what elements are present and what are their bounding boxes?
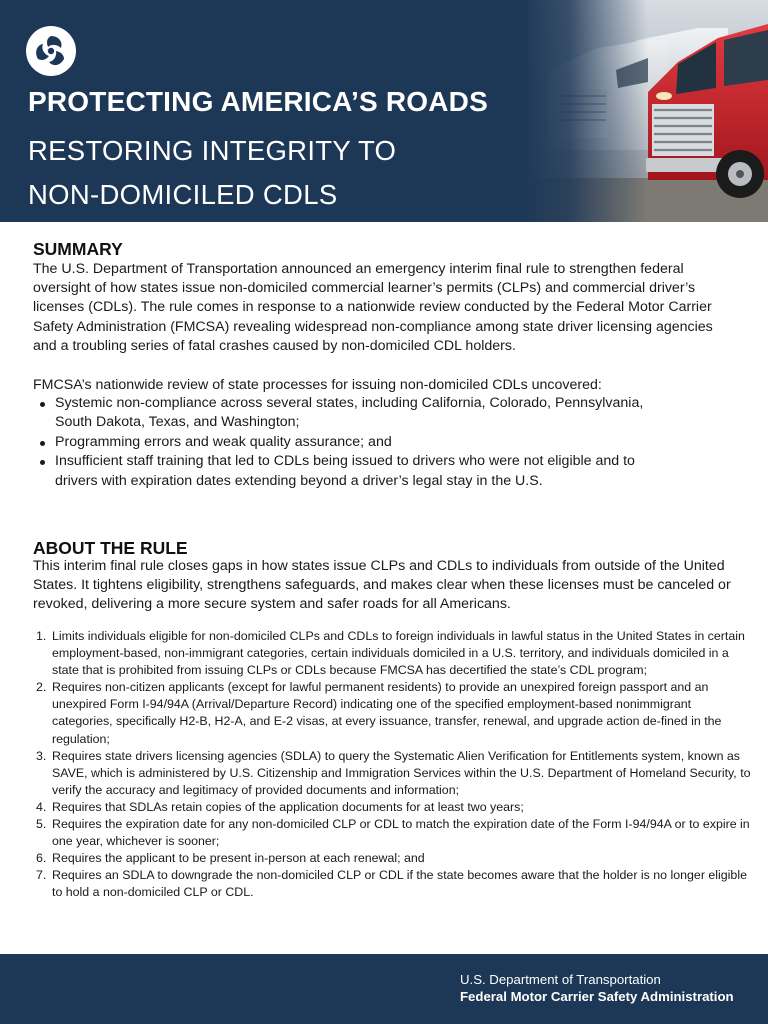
provision-text: Requires state drivers licensing agencies (SDLA) to query the Systematic Alien Verification for Entitlements system, known as SAVE, which is administered by U.S. Citizenship and Immigration Services within the U.S. Department of Homeland Security, to verify the accuracy and legitimacy of provided documents and information; (52, 748, 751, 797)
provision-item (33, 867, 751, 901)
summary-paragraph: The U.S. Department of Transportation announced an emergency interim final rule to strengthen federal oversight of how states issue non-domiciled commercial learner’s permits (CLPs) and commercial driver’s licenses (CDLs). The rule comes in response to a nationwide review conducted by the Federal Motor Carrier Safety Administration (FMCSA) revealing widespread non-compliance among state driver licensing agencies and a troubling series of fatal crashes caused by non-domiciled CDL holders. (33, 261, 713, 354)
dot-triskelion-logo-icon (26, 26, 76, 76)
provision-text: Requires the expiration date for any non-domiciled CLP or CDL to match the expiration date of the Form I-94/94A or to expire in one year, whichever is sooner; (52, 817, 750, 849)
provision-number: 2. (36, 680, 47, 695)
provision-item (33, 850, 751, 867)
provision-item (33, 748, 751, 799)
provision-item (33, 816, 751, 850)
finding-item: Systemic non-compliance across several states, including California, Colorado, Pennsylvania, South Dakota, Texas, and Washington; (38, 394, 648, 433)
footer-agency: Federal Motor Carrier Safety Administration (460, 989, 734, 1004)
page-subtitle (28, 129, 396, 217)
provision-number: 7. (36, 868, 47, 883)
header-banner (0, 0, 768, 222)
provision-text: Requires that SDLAs retain copies of the application documents for at least two years; (52, 799, 524, 814)
provision-number: 4. (36, 799, 47, 814)
provision-text: Limits individuals eligible for non-domiciled CLPs and CDLs to foreign individuals in lawful status in the United States in certain employment-based, non-immigrant categories, certain individuals domiciled in a U.S. territory, and individuals domiciled in a state that is prohibited from issuing CLPs or CDLs because FMCSA has decertified the state’s CDL program; (52, 629, 745, 678)
provision-text: Requires the applicant to be present in-person at each renewal; and (52, 851, 425, 866)
footer-department: U.S. Department of Transportation (460, 972, 661, 987)
subtitle-line-1: RESTORING INTEGRITY TO (28, 135, 397, 166)
summary-heading: SUMMARY (33, 239, 123, 259)
about-rule-paragraph: This interim final rule closes gaps in how states issue CLPs and CDLs to individuals from outside of the United States. It tightens eligibility, strengthens safeguards, and makes clear when these licenses must be canceled or revoked, delivering a more secure system and safer roads for all Americans. (33, 558, 731, 613)
provision-text: Requires an SDLA to downgrade the non-domiciled CLP or CDL if the state becomes aware that the holder is no longer eligible to hold a non-domiciled CLP or CDL. (52, 868, 747, 900)
subtitle-line-2: NON-DOMICILED CDLS (28, 179, 338, 210)
footer-banner (0, 954, 768, 1024)
provision-item (33, 679, 751, 747)
page-title: PROTECTING AMERICA’S ROADS (28, 86, 488, 117)
findings-list (38, 394, 648, 491)
provision-number: 5. (36, 817, 47, 832)
finding-item: Insufficient staff training that led to CDLs being issued to drivers who were not eligible and to drivers with expiration dates extending beyond a driver’s legal stay in the U.S. (38, 452, 648, 491)
review-intro: FMCSA’s nationwide review of state processes for issuing non-domiciled CDLs uncovered: (33, 377, 602, 393)
provision-number: 6. (36, 851, 47, 866)
provision-number: 1. (36, 629, 47, 643)
provision-text: Requires non-citizen applicants (except for lawful permanent residents) to provide an unexpired foreign passport and an unexpired Form I-94/94A (Arrival/Departure Record) indicating one of the specified employment-based nonimmigrant categories, specifically H2-B, H2-A, and E-2 visas, at every issuance, transfer, renewal, and upgrade action de-fined in the regulation; (52, 680, 722, 746)
photo-fade-overlay (518, 0, 648, 222)
provisions-list (33, 628, 751, 902)
provision-number: 3. (36, 748, 47, 763)
finding-item: Programming errors and weak quality assurance; and (38, 433, 648, 452)
about-rule-heading: ABOUT THE RULE (33, 538, 188, 558)
provision-item (33, 628, 751, 679)
provision-item (33, 799, 751, 816)
